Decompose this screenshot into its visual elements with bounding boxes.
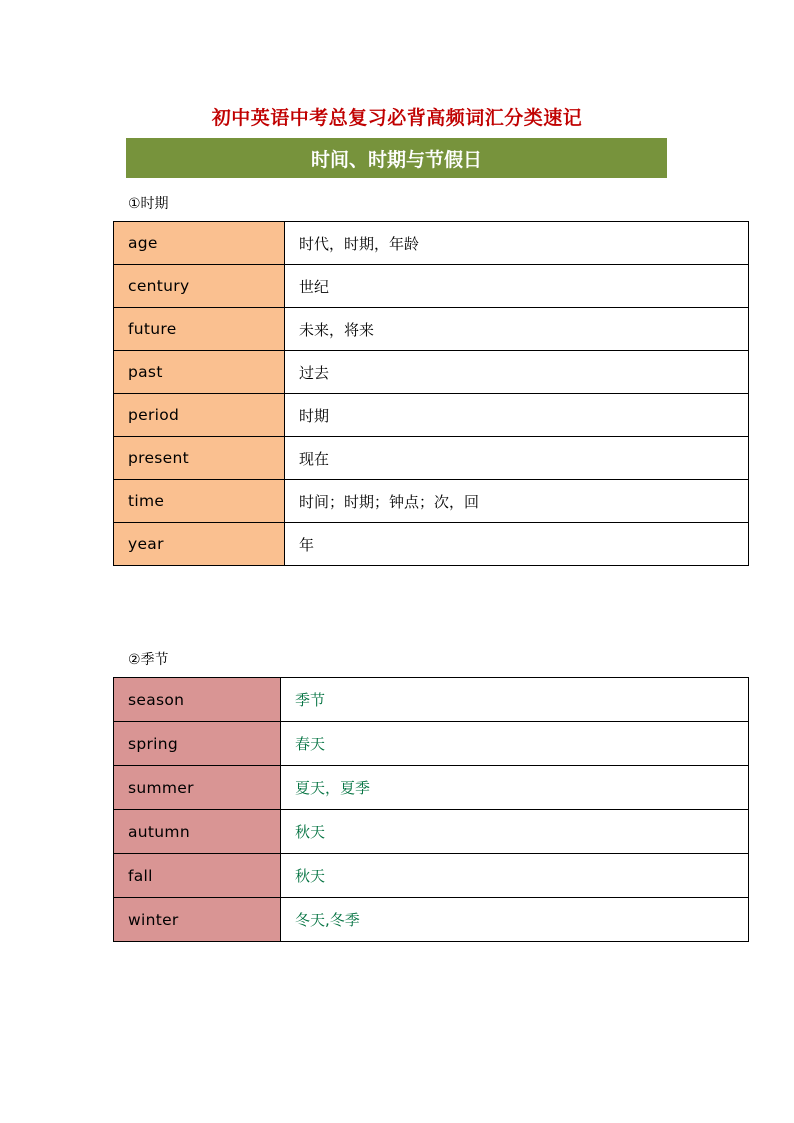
table-row bbox=[114, 308, 749, 351]
vocab-word: present bbox=[114, 437, 285, 480]
vocab-word: winter bbox=[114, 898, 281, 942]
vocab-word: time bbox=[114, 480, 285, 523]
vocab-word: future bbox=[114, 308, 285, 351]
vocab-word: fall bbox=[114, 854, 281, 898]
table-row bbox=[114, 810, 749, 854]
vocab-meaning: 时间；时期；钟点；次，回 bbox=[285, 480, 749, 523]
vocab-word: past bbox=[114, 351, 285, 394]
vocab-meaning: 年 bbox=[285, 523, 749, 566]
table-row bbox=[114, 678, 749, 722]
table-row bbox=[114, 854, 749, 898]
table-row bbox=[114, 222, 749, 265]
vocab-word: century bbox=[114, 265, 285, 308]
vocab-word: season bbox=[114, 678, 281, 722]
table-row bbox=[114, 722, 749, 766]
vocab-word: period bbox=[114, 394, 285, 437]
category-banner bbox=[126, 138, 667, 178]
table-row bbox=[114, 265, 749, 308]
vocab-meaning: 时期 bbox=[285, 394, 749, 437]
document-title: 初中英语中考总复习必背高频词汇分类速记 bbox=[211, 107, 583, 129]
vocab-table-season bbox=[113, 677, 749, 942]
vocab-meaning: 现在 bbox=[285, 437, 749, 480]
vocab-meaning: 季节 bbox=[281, 678, 749, 722]
vocab-meaning: 秋天 bbox=[281, 854, 749, 898]
table-row bbox=[114, 437, 749, 480]
table-row bbox=[114, 766, 749, 810]
section-label-period: ①时期 bbox=[128, 196, 169, 212]
vocab-meaning: 秋天 bbox=[281, 810, 749, 854]
vocab-meaning: 过去 bbox=[285, 351, 749, 394]
vocab-meaning: 时代，时期，年龄 bbox=[285, 222, 749, 265]
vocab-meaning: 未来，将来 bbox=[285, 308, 749, 351]
vocab-word: age bbox=[114, 222, 285, 265]
vocab-meaning: 春天 bbox=[281, 722, 749, 766]
table-row bbox=[114, 480, 749, 523]
vocab-word: autumn bbox=[114, 810, 281, 854]
vocab-word: summer bbox=[114, 766, 281, 810]
category-banner-label: 时间、时期与节假日 bbox=[310, 148, 482, 171]
table-row bbox=[114, 394, 749, 437]
vocab-meaning: 冬天,冬季 bbox=[281, 898, 749, 942]
table-row bbox=[114, 351, 749, 394]
section-label-season: ②季节 bbox=[128, 652, 169, 668]
table-row bbox=[114, 898, 749, 942]
vocab-word: year bbox=[114, 523, 285, 566]
table-row bbox=[114, 523, 749, 566]
vocab-table-period bbox=[113, 221, 749, 566]
vocab-meaning: 世纪 bbox=[285, 265, 749, 308]
vocab-word: spring bbox=[114, 722, 281, 766]
vocab-meaning: 夏天，夏季 bbox=[281, 766, 749, 810]
